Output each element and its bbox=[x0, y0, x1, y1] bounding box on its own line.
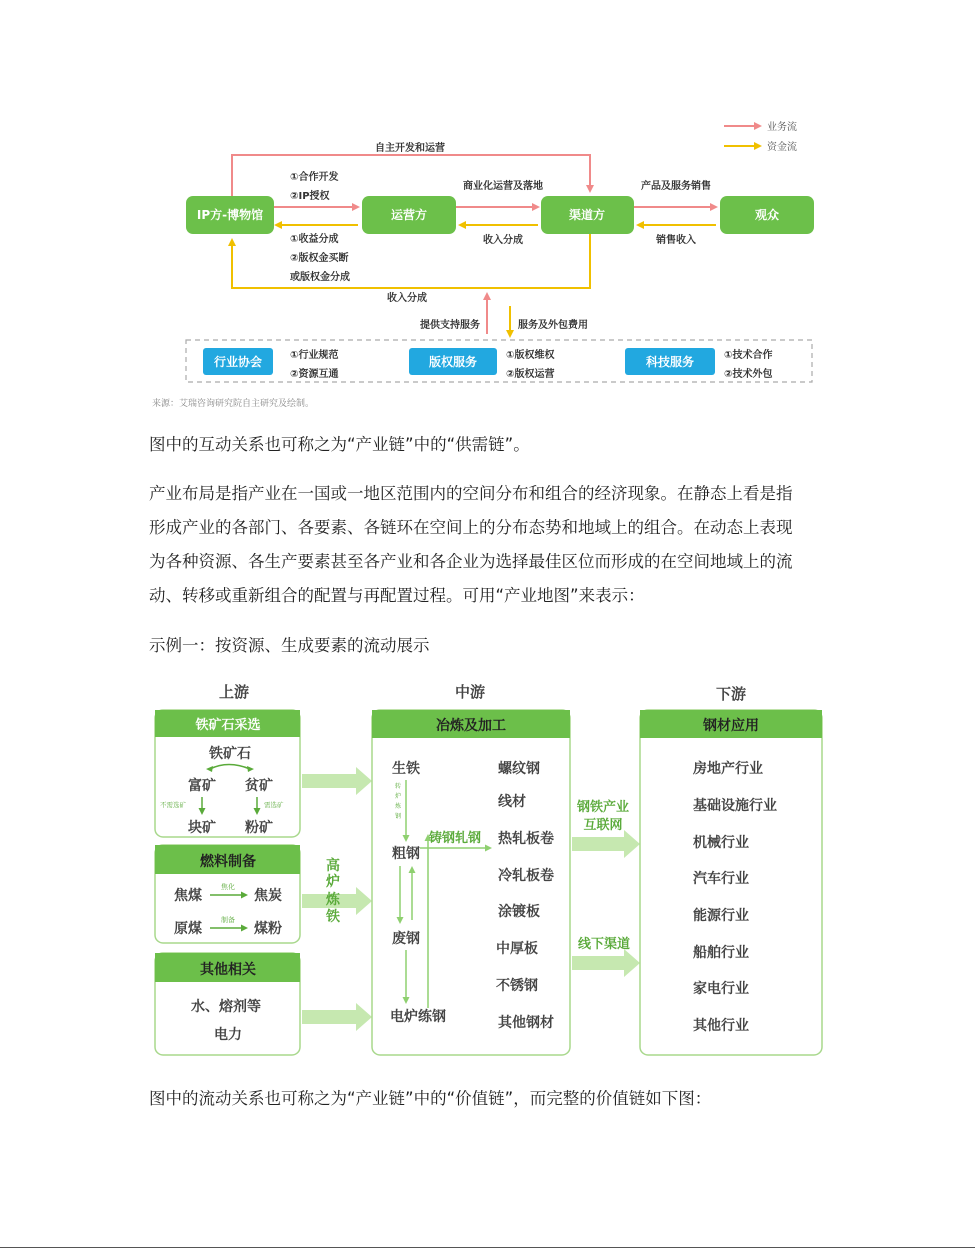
paragraph-layout-line: 为各种资源、各生产要素甚至各产业和各企业为选择最佳区位而形成的在空间地域上的流 bbox=[149, 552, 793, 571]
fuel-title: 燃料制备 bbox=[200, 854, 256, 870]
steel-product: 不锈钢 bbox=[496, 978, 538, 994]
blast-furnace-char: 炉 bbox=[326, 874, 340, 890]
downstream-industry: 基础设施行业 bbox=[693, 798, 777, 814]
internet-channel-arrow bbox=[572, 830, 640, 858]
legend-capital-label: 资金流 bbox=[767, 142, 797, 153]
paragraph-layout-line: 形成产业的各部门、各要素、各链环在空间上的分布态势和地域上的组合。在动态上表现 bbox=[149, 518, 793, 537]
page-bottom-rule bbox=[0, 1247, 975, 1248]
node-audience-label: 观众 bbox=[754, 208, 780, 222]
eaf-label: 电炉练钢 bbox=[390, 1009, 446, 1025]
water-flux-label: 水、熔剂等 bbox=[191, 999, 261, 1015]
downstream-industry: 家电行业 bbox=[693, 981, 749, 997]
header-upstream: 上游 bbox=[218, 683, 250, 701]
downstream-title: 钢材应用 bbox=[703, 718, 759, 734]
service-industry-name: 行业协会 bbox=[213, 355, 263, 369]
upstream-other-box bbox=[155, 953, 300, 1055]
fees-label: 服务及外包费用 bbox=[518, 320, 588, 331]
coking-process-label: 焦化 bbox=[221, 883, 235, 891]
blast-furnace-char: 炼 bbox=[326, 892, 340, 908]
ore-flow-arrow bbox=[302, 767, 372, 795]
paragraph-layout bbox=[149, 477, 839, 613]
midstream-title: 冶炼及加工 bbox=[436, 718, 506, 734]
ip-license-label: ②IP授权 bbox=[290, 191, 330, 202]
node-ip-label: IP方-博物馆 bbox=[196, 208, 264, 222]
upstream-fuel-box bbox=[155, 845, 300, 943]
offline-channel-label: 线下渠道 bbox=[577, 937, 631, 952]
services-box bbox=[186, 340, 812, 382]
service-tech-item1: ①技术合作 bbox=[724, 350, 773, 361]
powder-ore-label: 粉矿 bbox=[245, 820, 273, 836]
income-share-mid-label: 收入分成 bbox=[483, 235, 523, 246]
downstream-industry: 汽车行业 bbox=[693, 871, 749, 887]
poor-ore-label: 贫矿 bbox=[245, 778, 273, 794]
node-channel-label: 渠道方 bbox=[568, 208, 606, 222]
pulverized-coal-label: 煤粉 bbox=[254, 921, 282, 937]
paragraph-supply-chain: 图中的互动关系也可称之为“产业链”中的“供需链”。 bbox=[149, 435, 530, 454]
product-sales-label: 产品及服务销售 bbox=[641, 181, 711, 192]
paragraph-layout-line: 产业布局是指产业在一国或一地区范围内的空间分布和组合的经济现象。在静态上看是指 bbox=[149, 484, 793, 503]
steel-product: 其他钢材 bbox=[498, 1015, 554, 1031]
revenue-share-label: ①收益分成 bbox=[290, 234, 339, 245]
legend-business-label: 业务流 bbox=[767, 122, 797, 133]
node-ip bbox=[186, 196, 274, 234]
income-share-bottom-label: 收入分成 bbox=[387, 293, 427, 304]
downstream-industry: 能源行业 bbox=[693, 908, 749, 924]
node-channel bbox=[541, 196, 634, 234]
node-audience bbox=[720, 196, 814, 234]
example-heading: 示例一：按资源、生成要素的流动展示 bbox=[149, 636, 430, 655]
other-flow-arrow bbox=[302, 1003, 372, 1031]
self-dev-label: 自主开发和运营 bbox=[375, 143, 445, 154]
node-operator-label: 运营方 bbox=[390, 208, 428, 222]
internet-channel-line1: 钢铁产业 bbox=[576, 800, 630, 815]
income-share-loop-arrow bbox=[232, 234, 590, 288]
steel-product: 涂镀板 bbox=[498, 904, 540, 920]
ore-title: 铁矿石采选 bbox=[195, 718, 261, 733]
node-operator bbox=[362, 196, 456, 234]
steel-industry-chain-diagram bbox=[0, 670, 975, 1065]
service-industry-item2: ②资源互通 bbox=[290, 369, 339, 380]
offline-channel-arrow bbox=[572, 949, 640, 977]
ecosystem-diagram bbox=[0, 0, 975, 412]
coke-label: 焦炭 bbox=[254, 888, 282, 904]
crude-steel-label: 粗钢 bbox=[392, 846, 420, 862]
converter-char: 转 bbox=[394, 783, 402, 790]
downstream-industry: 其他行业 bbox=[693, 1018, 749, 1034]
paragraph-value-chain: 图中的流动关系也可称之为“产业链”中的“价值链”，而完整的价值链如下图： bbox=[149, 1089, 712, 1108]
service-copyright-item2: ②版权运营 bbox=[506, 369, 555, 380]
need-dressing-label: 需选矿 bbox=[264, 801, 284, 809]
service-tech-item2: ②技术外包 bbox=[724, 369, 773, 380]
lump-ore-label: 块矿 bbox=[188, 820, 216, 836]
rich-ore-label: 富矿 bbox=[188, 778, 216, 794]
converter-char: 炉 bbox=[394, 793, 402, 800]
downstream-industry: 机械行业 bbox=[693, 835, 749, 851]
buyout-label: ②版权金买断 bbox=[290, 253, 349, 264]
blast-furnace-char: 高 bbox=[326, 858, 340, 874]
header-midstream: 中游 bbox=[454, 683, 486, 701]
downstream-industry: 房地产行业 bbox=[693, 761, 763, 777]
service-tech-name: 科技服务 bbox=[645, 355, 695, 369]
no-dressing-label: 不需选矿 bbox=[160, 801, 186, 809]
coop-dev-label: ①合作开发 bbox=[290, 172, 339, 183]
raw-coal-label: 原煤 bbox=[174, 921, 202, 937]
pig-iron-label: 生铁 bbox=[392, 761, 420, 777]
service-copyright-name: 版权服务 bbox=[428, 355, 478, 369]
downstream-industry: 船舶行业 bbox=[693, 945, 749, 961]
sales-income-label: 销售收入 bbox=[656, 235, 696, 246]
rolling-label: 铸钢轧钢 bbox=[428, 831, 482, 846]
converter-char: 钢 bbox=[394, 813, 402, 820]
steel-product: 线材 bbox=[498, 794, 526, 810]
prep-process-label: 制备 bbox=[221, 916, 235, 924]
support-label: 提供支持服务 bbox=[420, 320, 480, 331]
blast-furnace-char: 铁 bbox=[326, 909, 340, 925]
royalty-share-label: 或版权金分成 bbox=[290, 272, 350, 283]
other-title: 其他相关 bbox=[200, 962, 256, 978]
figure-source: 来源：艾瑞咨询研究院自主研究及绘制。 bbox=[152, 399, 315, 409]
steel-product: 冷轧板卷 bbox=[498, 868, 554, 884]
converter-char: 炼 bbox=[394, 803, 402, 810]
power-label: 电力 bbox=[214, 1027, 242, 1043]
service-tech bbox=[625, 348, 772, 380]
upstream-ore-box bbox=[155, 710, 300, 837]
steel-product: 热轧板卷 bbox=[498, 831, 554, 847]
scrap-steel-label: 废钢 bbox=[392, 931, 420, 947]
service-industry-item1: ①行业规范 bbox=[290, 350, 339, 361]
steel-product: 中厚板 bbox=[496, 941, 538, 957]
service-copyright-item1: ①版权维权 bbox=[506, 350, 555, 361]
header-downstream: 下游 bbox=[715, 685, 747, 703]
coking-coal-label: 焦煤 bbox=[174, 888, 202, 904]
service-copyright bbox=[409, 348, 555, 380]
ore-label: 铁矿石 bbox=[209, 746, 251, 762]
internet-channel-line2: 互联网 bbox=[583, 818, 623, 833]
steel-product: 螺纹钢 bbox=[498, 761, 540, 777]
commercial-label: 商业化运营及落地 bbox=[463, 181, 543, 192]
service-industry bbox=[203, 348, 338, 380]
paragraph-layout-line: 动、转移或重新组合的配置与再配置过程。可用“产业地图”来表示： bbox=[149, 586, 645, 605]
